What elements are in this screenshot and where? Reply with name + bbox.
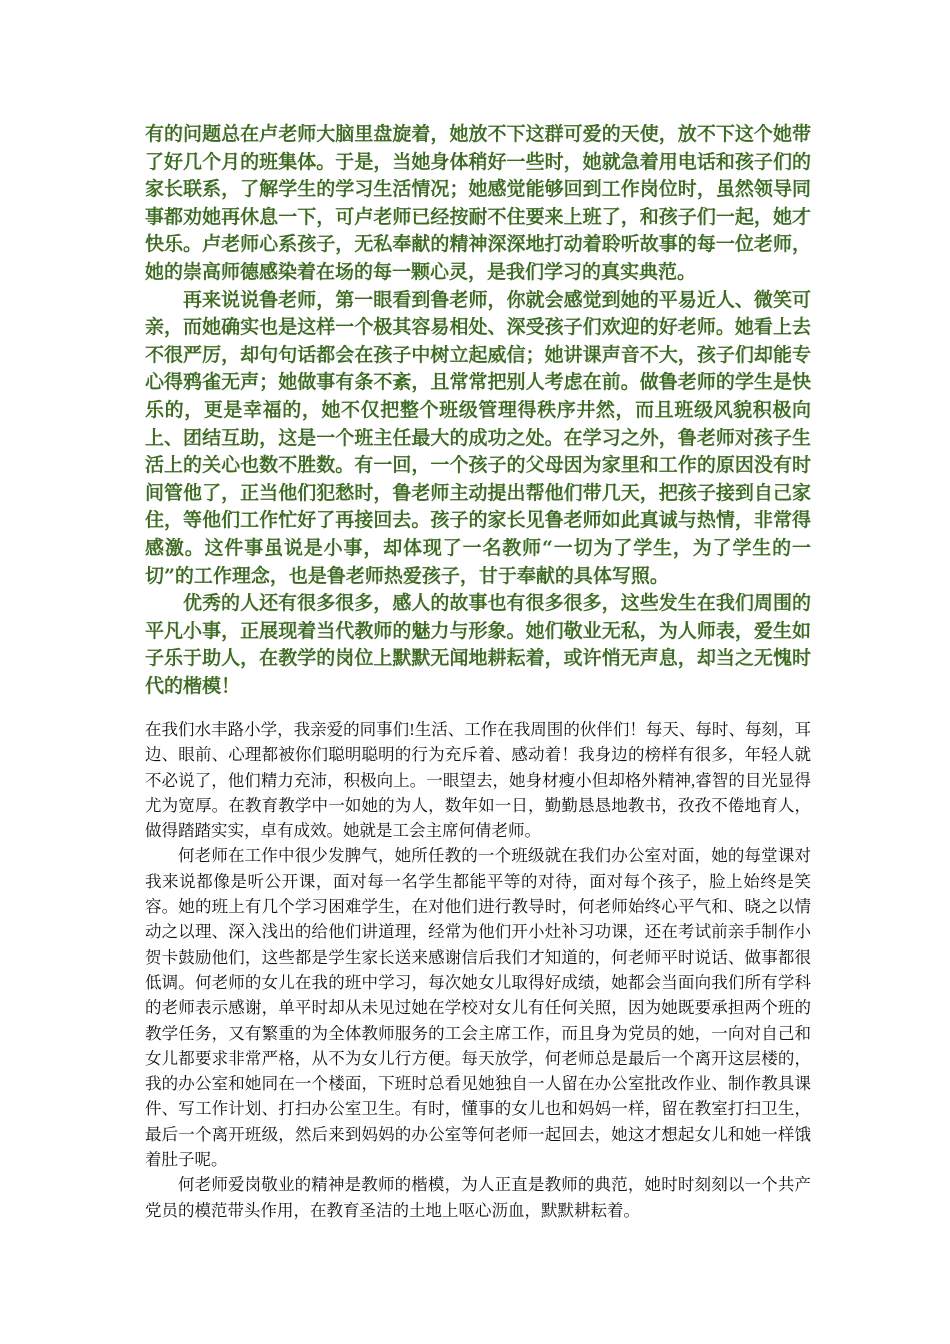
paragraph-lu-teacher-second: 再来说说鲁老师，第一眼看到鲁老师，你就会感觉到她的平易近人、微笑可亲，而她确实也是这样一个极其容易相处、深受孩子们欢迎的好老师。她看上去不很严厉，却句句话都会在孩子中树立起威信；她讲课声音不大，孩子们却能专心得鸦雀无声；她做事有条不紊，且常常把别人考虑在前。做鲁老师的学生是快乐的，更是幸福的，她不仅把整个班级管理得秩序井然，而且班级风貌积极向上、团结互助，这是一个班主任最大的成功之处。在学习之外，鲁老师对孩子生活上的关心也数不胜数。有一回，一个孩子的父母因为家里和工作的原因没有时间管他了，正当他们犯愁时，鲁老师主动提出帮他们带几天，把孩子接到自己家住，等他们工作忙好了再接回去。孩子的家长见鲁老师如此真诚与热情，非常得感激。这件事虽说是小事，却体现了一名教师“一切为了学生，为了学生的一切”的工作理念，也是鲁老师热爱孩子，甘于奉献的具体写照。 xyxy=(145,288,811,587)
paragraph-outstanding-people: 优秀的人还有很多很多，感人的故事也有很多很多，这些发生在我们周围的平凡小事，正展现着当代教师的魅力与形象。她们敬业无私，为人师表，爱生如子乐于助人，在教学的岗位上默默无闻地耕耘着，或许悄无声息，却当之无愧时代的楷模！ xyxy=(145,592,811,697)
lower-text-section xyxy=(145,717,811,1223)
upper-text-section xyxy=(145,121,811,700)
paragraph-school-colleagues: 在我们水丰路小学，我亲爱的同事们!生活、工作在我周围的伙伴们！每天、每时、每刻，耳边、眼前、心理都被你们聪明聪明的行为充斥着、感动着！我身边的榜样有很多，年轻人就不必说了，他们精力充沛，积极向上。一眼望去，她身材瘦小但却格外精神,睿智的目光显得尤为宽厚。在教育教学中一如她的为人，数年如一日，勤勤恳恳地教书，孜孜不倦地育人，做得踏踏实实，卓有成效。她就是工会主席何倩老师。 xyxy=(145,720,811,841)
paragraph-he-teacher-model: 何老师爱岗敬业的精神是教师的楷模，为人正直是教师的典范，她时时刻刻以一个共产党员的模范带头作用，在教育圣洁的土地上呕心沥血，默默耕耘着。 xyxy=(145,1175,811,1220)
paragraph-he-teacher-work: 何老师在工作中很少发脾气，她所任教的一个班级就在我们办公室对面，她的每堂课对我来说都像是听公开课，面对每一名学生都能平等的对待，面对每个孩子，脸上始终是笑容。她的班上有几个学习困难学生，在对他们进行教导时，何老师始终心平气和、晓之以情动之以理、深入浅出的给他们讲道理，经常为他们开小灶补习功课，还在考试前亲手制作小贺卡鼓励他们，这些都是学生家长送来感谢信后我们才知道的，何老师平时说话、做事都很低调。何老师的女儿在我的班中学习，每次她女儿取得好成绩，她都会当面向我们所有学科的老师表示感谢，单平时却从未见过她在学校对女儿有任何关照，因为她既要承担两个班的教学任务，又有繁重的为全体教师服务的工会主席工作，而且身为党员的她，一向对自己和女儿都要求非常严格，从不为女儿行方便。每天放学，何老师总是最后一个离开这层楼的，我的办公室和她同在一个楼面，下班时总看见她独自一人留在办公室批改作业、制作教具课件、写工作计划、打扫办公室卫生。有时，懂事的女儿也和妈妈一样，留在教室打扫卫生，最后一个离开班级，然后来到妈妈的办公室等何老师一起回去，她这才想起女儿和她一样饿着肚子呢。 xyxy=(145,846,811,1170)
paragraph-lu-teacher-end: 有的问题总在卢老师大脑里盘旋着，她放不下这群可爱的天使，放不下这个她带了好几个月的班集体。于是，当她身体稍好一些时，她就急着用电话和孩子们的家长联系，了解学生的学习生活情况；她感觉能够回到工作岗位时，虽然领导同事都劝她再休息一下，可卢老师已经按耐不住要来上班了，和孩子们一起，她才快乐。卢老师心系孩子，无私奉献的精神深深地打动着聆听故事的每一位老师，她的崇高师德感染着在场的每一颗心灵，是我们学习的真实典范。 xyxy=(145,123,811,283)
